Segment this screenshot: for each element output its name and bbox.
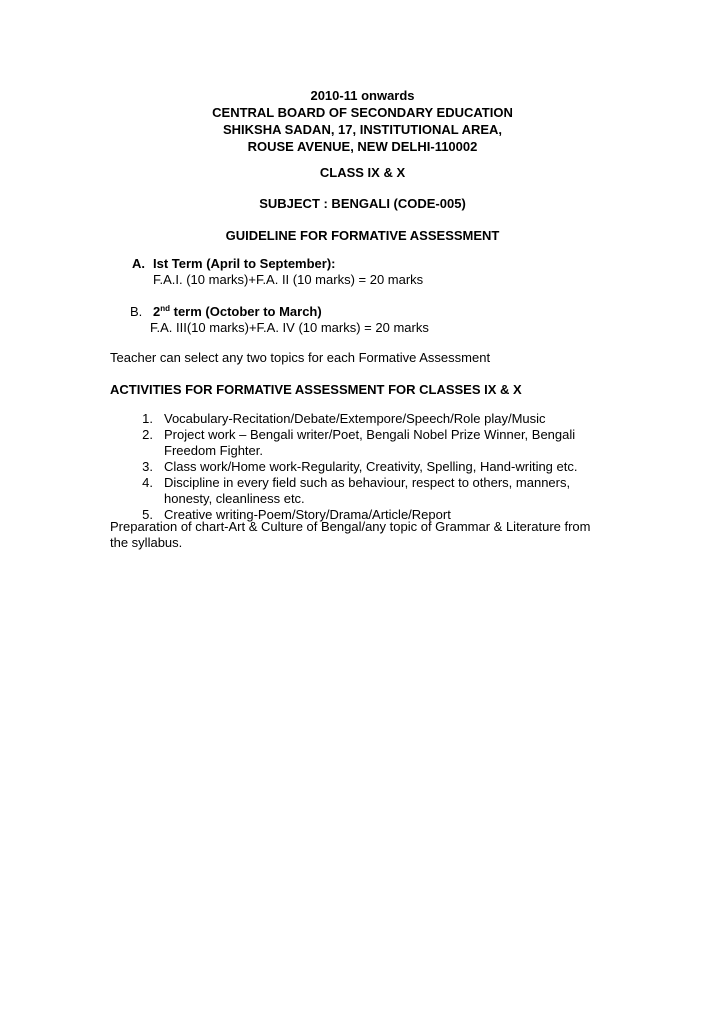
activities-heading: ACTIVITIES FOR FORMATIVE ASSESSMENT FOR CLASSES IX & X (110, 382, 522, 397)
list-item-text: Project work – Bengali writer/Poet, Bengali Nobel Prize Winner, Bengali Freedom Fighter. (164, 427, 576, 458)
list-item-text: Class work/Home work-Regularity, Creativity, Spelling, Hand-writing etc. (164, 459, 578, 474)
term-b-title-number: 2 (153, 304, 161, 319)
term-b-detail: F.A. III(10 marks)+F.A. IV (10 marks) = 20 marks (150, 320, 429, 335)
address-line-2: ROUSE AVENUE, NEW DELHI-110002 (247, 139, 478, 154)
list-item (110, 459, 630, 475)
class-heading: CLASS IX & X (319, 165, 406, 180)
activities-list (110, 411, 630, 523)
term-b-marker: B. (130, 304, 143, 319)
list-item-number: 3. (142, 459, 153, 474)
term-a-title: Ist Term (April to September): (153, 256, 336, 271)
preparation-note (110, 519, 620, 551)
term-a-detail: F.A.I. (10 marks)+F.A. II (10 marks) = 20 marks (153, 272, 424, 287)
list-item-number: 4. (142, 475, 153, 490)
list-item-number: 1. (142, 411, 153, 426)
preparation-note-line-1: Preparation of chart-Art & Culture of Bengal/any topic of Grammar & Literature from (110, 519, 591, 534)
list-item (110, 427, 630, 459)
board-name: CENTRAL BOARD OF SECONDARY EDUCATION (212, 105, 513, 120)
list-item (110, 411, 630, 427)
term-b-title-ordinal: nd (160, 304, 171, 313)
session-line: 2010-11 onwards (310, 88, 415, 103)
preparation-note-line-2: the syllabus. (110, 535, 183, 550)
term-b-title (153, 304, 322, 320)
teacher-note: Teacher can select any two topics for each Formative Assessment (110, 350, 491, 365)
list-item-number: 5. (142, 507, 153, 522)
term-a-marker: A. (132, 256, 145, 271)
list-item-number: 2. (142, 427, 153, 442)
document-header (0, 87, 725, 155)
subject-heading: SUBJECT : BENGALI (CODE-005) (259, 196, 466, 211)
guideline-heading: GUIDELINE FOR FORMATIVE ASSESSMENT (225, 228, 500, 243)
term-b-title-rest: term (October to March) (170, 304, 322, 319)
list-item-text: Vocabulary-Recitation/Debate/Extempore/Speech/Role play/Music (164, 411, 546, 426)
address-line-1: SHIKSHA SADAN, 17, INSTITUTIONAL AREA, (222, 122, 503, 137)
list-item (110, 475, 630, 507)
list-item-text: Creative writing-Poem/Story/Drama/Article/Report (164, 507, 451, 522)
list-item-text: Discipline in every field such as behaviour, respect to others, manners, honesty, cleanliness etc. (164, 475, 571, 506)
